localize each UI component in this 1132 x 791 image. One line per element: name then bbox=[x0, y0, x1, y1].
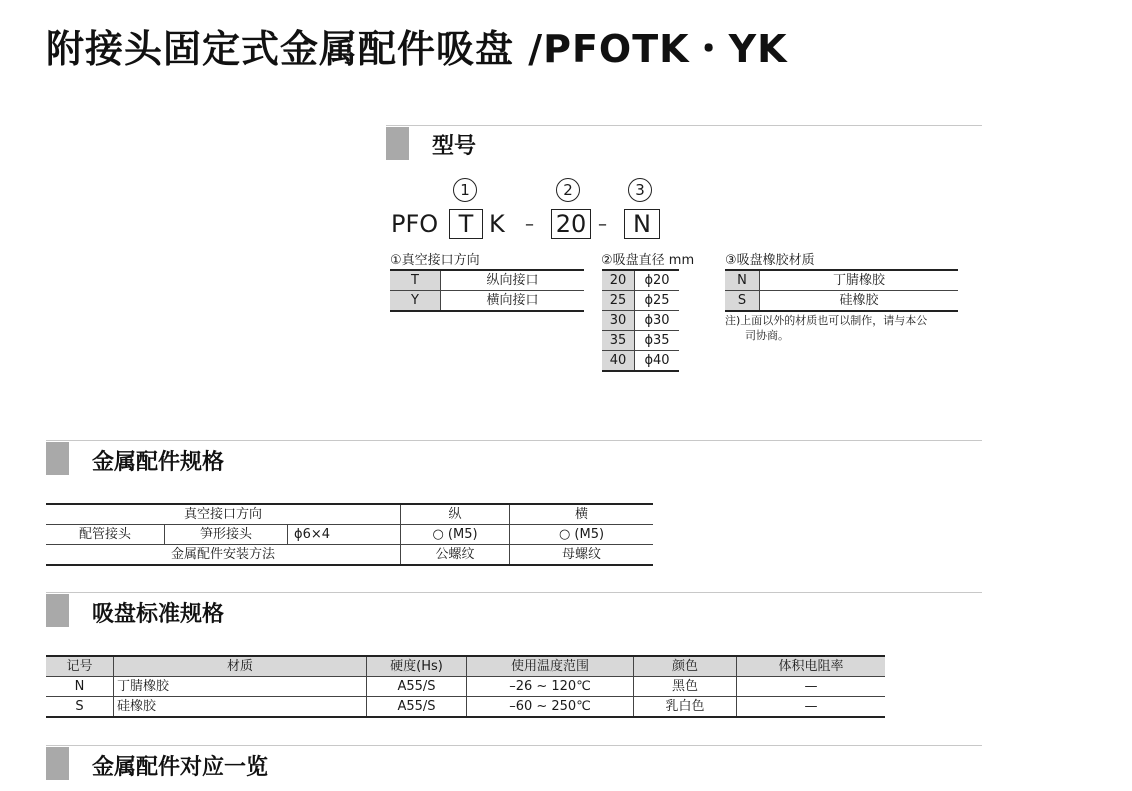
table-row bbox=[46, 545, 653, 566]
header-code: 记号 bbox=[46, 656, 114, 677]
section-divider bbox=[386, 125, 982, 126]
table-row bbox=[46, 504, 653, 525]
diameter-code: 20 bbox=[602, 270, 635, 291]
section-marker bbox=[46, 594, 69, 627]
material-code: S bbox=[725, 291, 760, 312]
table-row bbox=[390, 291, 584, 312]
diameter-value: ϕ40 bbox=[635, 351, 680, 372]
diameter-code: 30 bbox=[602, 311, 635, 331]
material-table bbox=[725, 269, 958, 312]
cell-hardness: A55/S bbox=[367, 697, 467, 718]
table-row bbox=[46, 697, 885, 718]
header-material: 材质 bbox=[114, 656, 367, 677]
cell-color: 黑色 bbox=[634, 677, 737, 697]
table-row bbox=[602, 331, 679, 351]
cell-material: 硅橡胶 bbox=[114, 697, 367, 718]
diameter-table bbox=[602, 269, 679, 372]
model-heading: 型号 bbox=[432, 134, 477, 159]
header-direction: 真空接口方向 bbox=[46, 504, 401, 525]
material-note-line1: 注)上面以外的材质也可以制作，请与本公 bbox=[725, 314, 928, 327]
table-row bbox=[46, 677, 885, 697]
table-row bbox=[602, 311, 679, 331]
section-marker bbox=[386, 127, 409, 160]
code-k: K bbox=[489, 210, 505, 238]
cell-mount-method: 金属配件安装方法 bbox=[170, 547, 275, 562]
table-row bbox=[602, 270, 679, 291]
cell-color: 乳白色 bbox=[634, 697, 737, 718]
pad-spec-heading: 吸盘标准规格 bbox=[92, 602, 225, 627]
section-marker bbox=[46, 442, 69, 475]
diameter-code: 40 bbox=[602, 351, 635, 372]
code-material-box: N bbox=[624, 209, 660, 239]
cell-resistivity: — bbox=[737, 677, 886, 697]
cell-hardness: A55/S bbox=[367, 677, 467, 697]
code-dash-1: – bbox=[525, 214, 534, 235]
material-note-line2: 司协商。 bbox=[745, 329, 789, 342]
section-divider bbox=[46, 440, 982, 441]
marker-3: 3 bbox=[628, 178, 652, 202]
header-horizontal: 横 bbox=[510, 504, 654, 525]
diameter-code: 25 bbox=[602, 291, 635, 311]
page-title: 附接头固定式金属配件吸盘 /PFOTK・YK bbox=[46, 27, 788, 71]
cell-tube-size: ϕ6×4 bbox=[288, 525, 401, 545]
table-row bbox=[602, 351, 679, 372]
cell-material: 丁腈橡胶 bbox=[114, 677, 367, 697]
table-row bbox=[725, 291, 958, 312]
header-hardness: 硬度(Hs) bbox=[367, 656, 467, 677]
header-resistivity: 体积电阻率 bbox=[737, 656, 886, 677]
direction-code: Y bbox=[390, 291, 441, 312]
code-size-box: 20 bbox=[551, 209, 591, 239]
material-code: N bbox=[725, 270, 760, 291]
cell-vertical-value: ○ (M5) bbox=[401, 525, 510, 545]
pad-spec-table bbox=[46, 655, 885, 718]
material-caption: ③吸盘橡胶材质 bbox=[725, 253, 815, 268]
table-row bbox=[46, 656, 885, 677]
marker-2: 2 bbox=[556, 178, 580, 202]
diameter-value: ϕ35 bbox=[635, 331, 680, 351]
code-prefix: PFO bbox=[391, 210, 439, 238]
header-vertical: 纵 bbox=[401, 504, 510, 525]
direction-label: 纵向接口 bbox=[441, 270, 585, 291]
table-row bbox=[46, 525, 653, 545]
material-label: 丁腈橡胶 bbox=[760, 270, 959, 291]
cell-vertical-thread: 公螺纹 bbox=[401, 545, 510, 566]
marker-1: 1 bbox=[453, 178, 477, 202]
direction-caption: ①真空接口方向 bbox=[390, 253, 480, 268]
cell-code: S bbox=[75, 699, 84, 714]
fitting-spec-heading: 金属配件规格 bbox=[92, 450, 225, 475]
code-direction-box: T bbox=[449, 209, 483, 239]
cell-temp-range: –60 ~ 250℃ bbox=[467, 697, 634, 718]
header-temp-range: 使用温度范围 bbox=[467, 656, 634, 677]
direction-code: T bbox=[390, 270, 441, 291]
section-marker bbox=[46, 747, 69, 780]
section-divider bbox=[46, 592, 982, 593]
section-divider bbox=[46, 745, 982, 746]
direction-label: 横向接口 bbox=[441, 291, 585, 312]
table-row bbox=[390, 270, 584, 291]
cell-barb-fitting: 笋形接头 bbox=[165, 525, 288, 545]
diameter-value: ϕ30 bbox=[635, 311, 680, 331]
fitting-list-heading: 金属配件对应一览 bbox=[92, 755, 269, 780]
cell-pipe-fitting: 配管接头 bbox=[46, 525, 165, 545]
diameter-code: 35 bbox=[602, 331, 635, 351]
cell-horizontal-value: ○ (M5) bbox=[510, 525, 654, 545]
direction-table bbox=[390, 269, 584, 312]
cell-resistivity: — bbox=[737, 697, 886, 718]
diameter-caption: ②吸盘直径 mm bbox=[601, 253, 695, 268]
header-color: 颜色 bbox=[634, 656, 737, 677]
table-row bbox=[725, 270, 958, 291]
diameter-value: ϕ25 bbox=[635, 291, 680, 311]
material-label: 硅橡胶 bbox=[760, 291, 959, 312]
cell-temp-range: –26 ~ 120℃ bbox=[467, 677, 634, 697]
cell-code: N bbox=[46, 677, 114, 697]
code-dash-2: – bbox=[598, 214, 607, 235]
cell-horizontal-thread: 母螺纹 bbox=[510, 545, 654, 566]
diameter-value: ϕ20 bbox=[635, 270, 680, 291]
table-row bbox=[602, 291, 679, 311]
fitting-spec-table bbox=[46, 503, 653, 566]
